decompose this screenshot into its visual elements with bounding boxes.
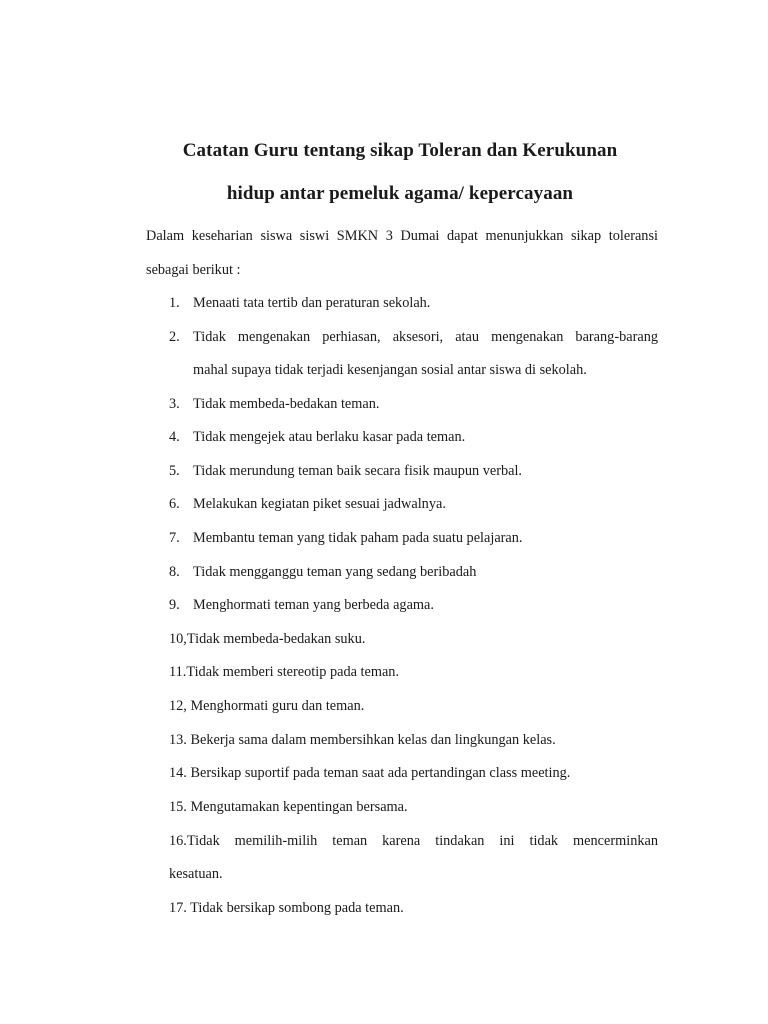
document-title-line-1: Catatan Guru tentang sikap Toleran dan Kerukunan (182, 140, 618, 161)
list-item-text: 16.Tidak memilih-milih teman karena tindakan ini tidak mencerminkan (169, 833, 658, 849)
list-item-text: Tidak mengenakan perhiasan, aksesori, atau mengenakan barang-barang (193, 329, 658, 345)
list-item-number: 6. (169, 496, 180, 512)
list-item-text: Membantu teman yang tidak paham pada suatu pelajaran. (193, 530, 523, 546)
list-item-number: 3. (169, 396, 180, 412)
list-item-text: 17. Tidak bersikap sombong pada teman. (169, 900, 404, 916)
list-item-number: 9. (169, 597, 180, 613)
list-item-number: 1. (169, 295, 180, 311)
list-item-text: 13. Bekerja sama dalam membersihkan kelas dan lingkungan kelas. (169, 732, 556, 748)
list-item-text-continued: kesatuan. (169, 866, 223, 882)
list-item-text: Tidak mengganggu teman yang sedang beribadah (193, 564, 477, 580)
list-item-text: 10,Tidak membeda-bedakan suku. (169, 631, 366, 647)
list-item-text: Melakukan kegiatan piket sesuai jadwalnya. (193, 496, 446, 512)
list-item-text: 14. Bersikap suportif pada teman saat ada pertandingan class meeting. (169, 765, 571, 781)
list-item-number: 8. (169, 564, 180, 580)
list-item-text: 15. Mengutamakan kepentingan bersama. (169, 799, 408, 815)
list-item-text: Menghormati teman yang berbeda agama. (193, 597, 434, 613)
list-item-text: 11.Tidak memberi stereotip pada teman. (169, 664, 400, 680)
list-item-text: Tidak merundung teman baik secara fisik maupun verbal. (193, 463, 523, 479)
list-item-number: 4. (169, 429, 180, 445)
list-item-text: Menaati tata tertib dan peraturan sekolah. (193, 295, 431, 311)
list-item-text-continued: mahal supaya tidak terjadi kesenjangan sosial antar siswa di sekolah. (193, 362, 587, 378)
list-item-text: Tidak membeda-bedakan teman. (193, 396, 380, 412)
intro-paragraph-line-1: Dalam keseharian siswa siswi SMKN 3 Dumai dapat menunjukkan sikap toleransi (146, 228, 658, 244)
list-item-text: Tidak mengejek atau berlaku kasar pada teman. (193, 429, 466, 445)
list-item-text: 12, Menghormati guru dan teman. (169, 698, 365, 714)
list-item-number: 5. (169, 463, 180, 479)
intro-paragraph-line-2: sebagai berikut : (146, 262, 241, 278)
list-item-number: 7. (169, 530, 180, 546)
list-item-number: 2. (169, 329, 180, 345)
document-title-line-2: hidup antar pemeluk agama/ kepercayaan (226, 183, 574, 204)
